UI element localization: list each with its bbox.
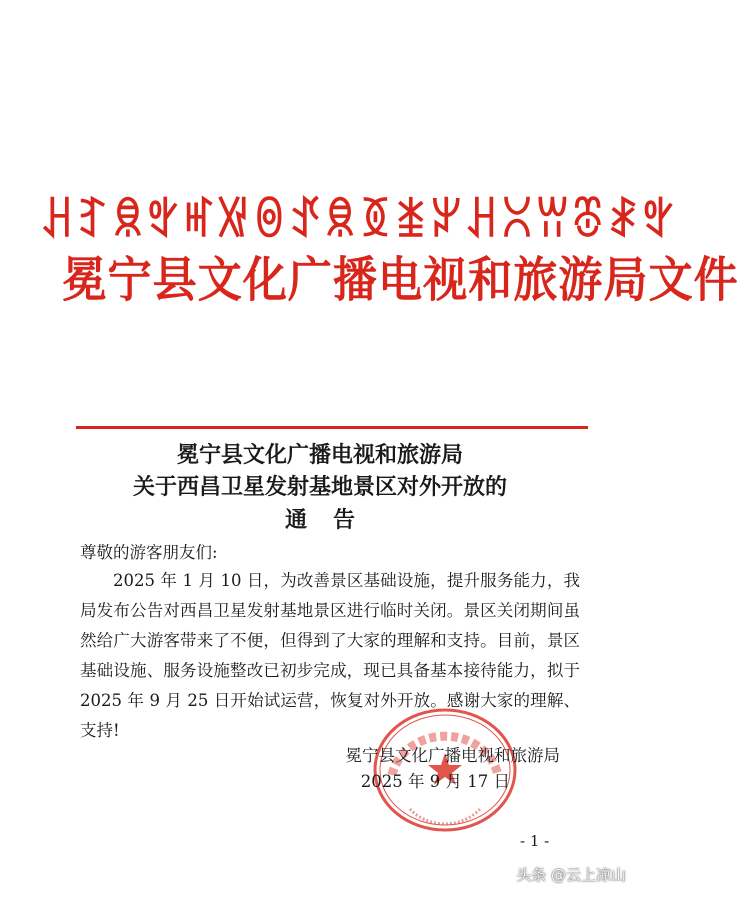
document-header: 冕宁县文化广播电视和旅游局文件 [62, 252, 739, 308]
notice-title-line-2: 关于西昌卫星发射基地景区对外开放的 [132, 474, 507, 500]
signature-organization: 冕宁县文化广播电视和旅游局 [345, 746, 560, 765]
source-watermark: 头条 @云上凉山 [516, 866, 626, 884]
salutation: 尊敬的游客朋友们: [80, 543, 218, 562]
notice-body-paragraph: 2025 年 1 月 10 日，为改善景区基础设施，提升服务能力，我局发布公告对西昌卫星发射基地景区进行临时关闭。景区关闭期间虽然给广大游客带来了不便，但得到了大家的理解和支持。目前，景区基础设施、服务设施整改已初步完成，现已具备基本接待能力，拟于 2025 年 9 月 25 日开始试运营，恢复对外开放。感谢大家的理解、支持! [80, 571, 580, 740]
signature-date: 2025 年 9 月 17 日 [360, 772, 510, 791]
notice-title-line-3: 通告 [284, 507, 381, 533]
page-number: - 1 - [520, 832, 550, 850]
notice-title-line-1: 冕宁县文化广播电视和旅游局 [176, 442, 463, 468]
yi-script-header: ꃅꆈꌋꃰꎭꑟꉻꀋꌋꅉꁧꏃꃅꇤꀕꁨꑴꃰ [40, 196, 677, 247]
red-divider-line [76, 426, 588, 429]
